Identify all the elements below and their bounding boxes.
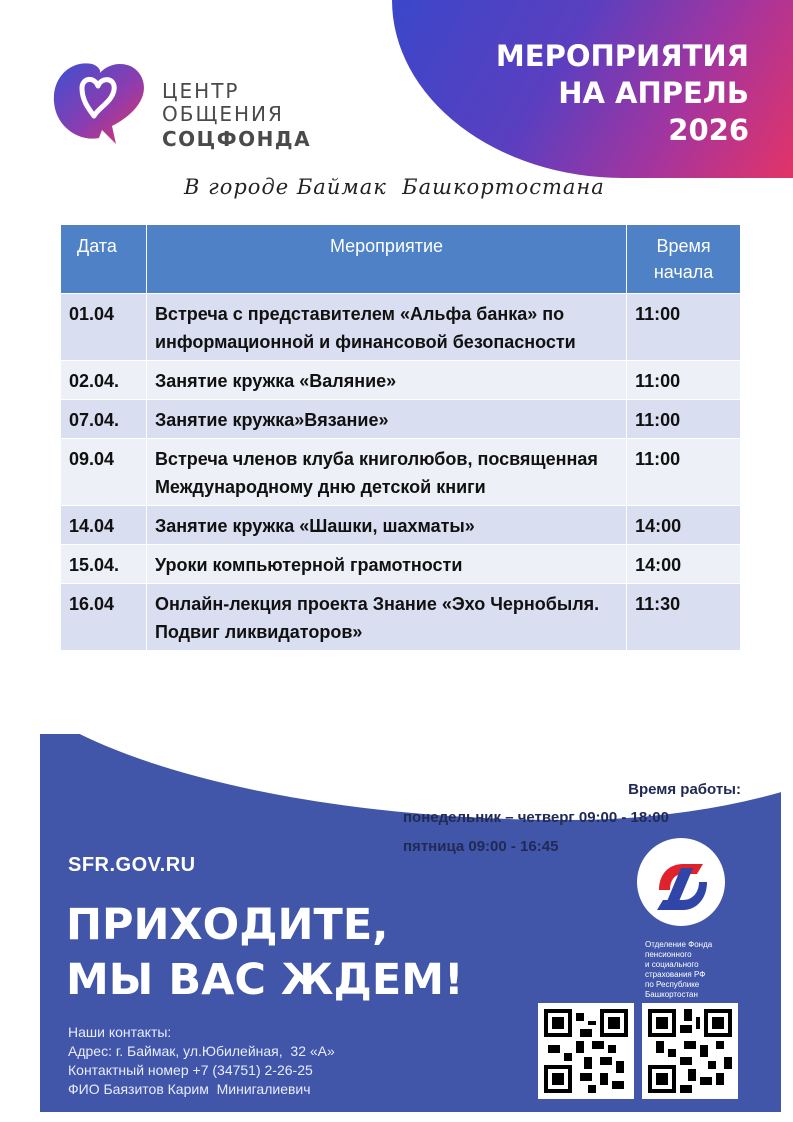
row-date: 15.04. <box>61 545 147 584</box>
events-table <box>60 224 741 651</box>
contacts <box>68 1023 335 1099</box>
sfr-logo-badge <box>637 838 725 926</box>
contacts-address: Адрес: г. Баймак, ул.Юбилейная, 32 «А» <box>68 1043 335 1059</box>
row-time: 11:00 <box>627 361 741 400</box>
logo-line-1: ЦЕНТР <box>162 79 240 103</box>
row-time: 11:00 <box>627 294 741 361</box>
table-row <box>61 400 741 439</box>
qr-code-icon[interactable] <box>538 1003 634 1099</box>
row-event: Занятие кружка «Валяние» <box>146 361 626 400</box>
hours-friday: пятница 09:00 - 16:45 <box>403 838 559 855</box>
row-event: Встреча с представителем «Альфа банка» по информационной и финансовой безопасности <box>146 294 626 361</box>
row-date: 01.04 <box>61 294 147 361</box>
table-row <box>61 361 741 400</box>
table-header-row <box>61 225 741 294</box>
slogan-line-2: МЫ ВАС ЖДЕМ! <box>66 955 464 1005</box>
row-event: Занятие кружка»Вязание» <box>146 400 626 439</box>
hours-weekdays: понедельник – четверг 09:00 - 18:00 <box>403 809 669 826</box>
row-event: Занятие кружка «Шашки, шахматы» <box>146 506 626 545</box>
row-time: 11:00 <box>627 400 741 439</box>
table-row <box>61 545 741 584</box>
title-line-2: НА АПРЕЛЬ <box>558 76 749 110</box>
city-subtitle: В городе Баймак Башкортостана <box>184 175 605 199</box>
row-date: 14.04 <box>61 506 147 545</box>
sfr-caption: Отделение Фонда пенсионного и социального страхования РФ по Республике Башкортостан <box>645 940 713 999</box>
contacts-person: ФИО Баязитов Карим Минигалиевич <box>68 1081 311 1097</box>
header-date: Дата <box>61 225 147 294</box>
sfr-emblem-icon <box>637 838 725 926</box>
qr-code-icon[interactable] <box>642 1003 738 1099</box>
title-line-3: 2026 <box>668 113 749 147</box>
logo-text <box>162 80 311 152</box>
title-line-1: МЕРОПРИЯТИЯ <box>495 39 749 73</box>
slogan-line-1: ПРИХОДИТЕ, <box>66 900 389 950</box>
row-time: 14:00 <box>627 506 741 545</box>
row-event: Онлайн-лекция проекта Знание «Эхо Чернобыля. Подвиг ликвидаторов» <box>146 584 626 651</box>
heart-speech-bubble-icon <box>52 54 146 146</box>
row-time: 11:00 <box>627 439 741 506</box>
table-row <box>61 506 741 545</box>
row-event: Уроки компьютерной грамотности <box>146 545 626 584</box>
table-row <box>61 294 741 361</box>
table-row <box>61 439 741 506</box>
header-time: Время начала <box>627 225 741 294</box>
row-time: 14:00 <box>627 545 741 584</box>
website-link[interactable]: SFR.GOV.RU <box>68 854 196 876</box>
row-event: Встреча членов клуба книголюбов, посвященная Международному дню детской книги <box>146 439 626 506</box>
row-date: 02.04. <box>61 361 147 400</box>
header-event: Мероприятие <box>146 225 626 294</box>
logo-line-3: СОЦФОНДА <box>162 127 312 151</box>
contacts-phone: Контактный номер +7 (34751) 2-26-25 <box>68 1062 313 1078</box>
page-title <box>469 38 749 149</box>
slogan <box>66 898 464 1008</box>
contacts-title: Наши контакты: <box>68 1024 172 1040</box>
row-date: 07.04. <box>61 400 147 439</box>
row-date: 16.04 <box>61 584 147 651</box>
table-row <box>61 584 741 651</box>
row-date: 09.04 <box>61 439 147 506</box>
working-hours-title: Время работы: <box>628 781 741 798</box>
row-time: 11:30 <box>627 584 741 651</box>
logo-line-2: ОБЩЕНИЯ <box>162 102 284 126</box>
